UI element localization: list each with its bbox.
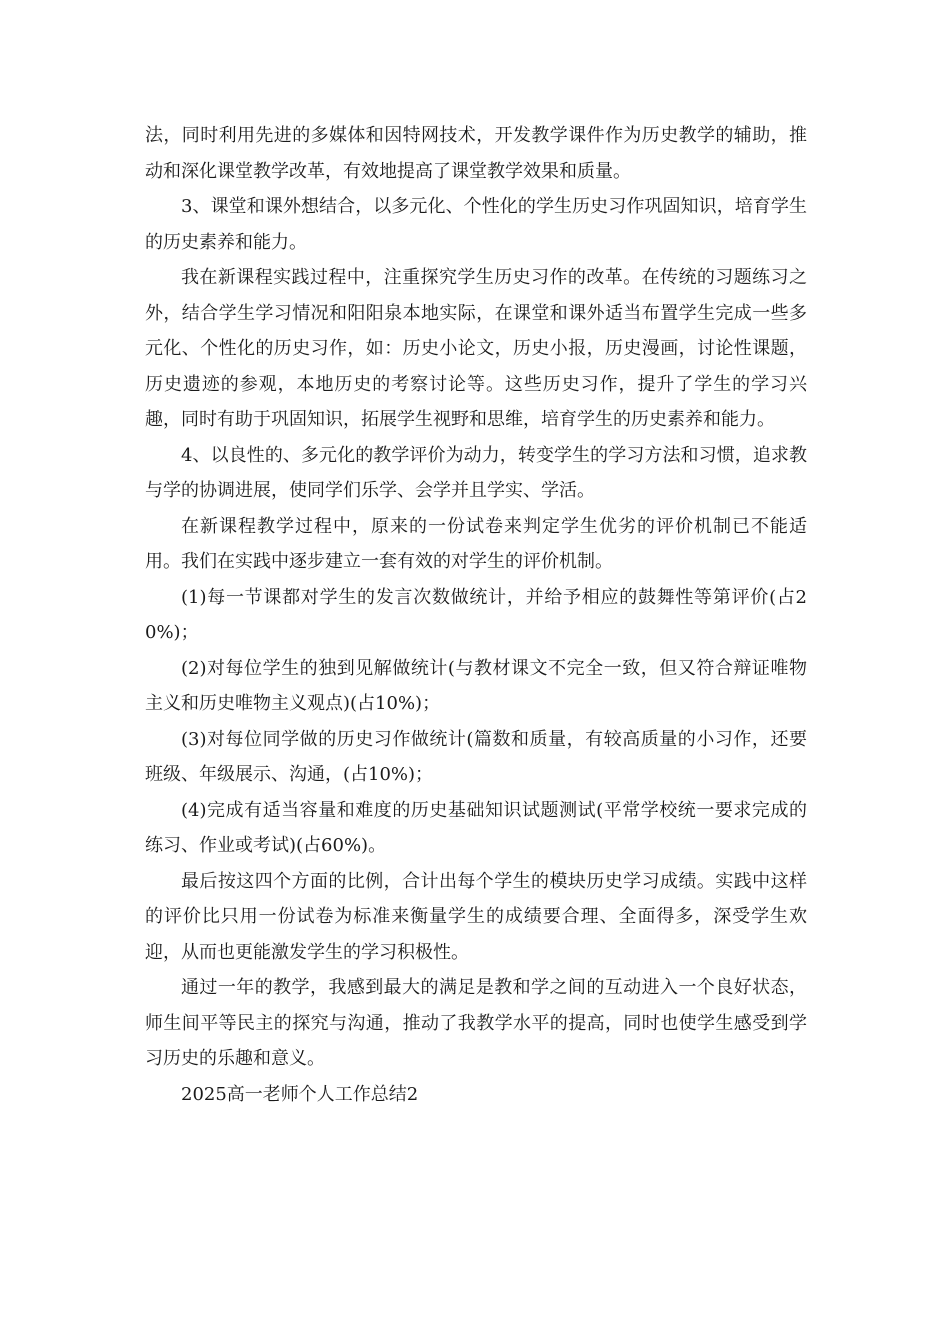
paragraph-conclusion: 通过一年的教学，我感到最大的满足是教和学之间的互动进入一个良好状态，师生间平等民主的探究与沟通，推动了我教学水平的提高，同时也使学生感受到学习历史的乐趣和意义。	[145, 977, 807, 1069]
paragraph-criterion-3: (3)对每位同学做的历史习作做统计(篇数和质量，有较高质量的小习作，还要班级、年级展示、沟通，(占10%)；	[145, 728, 807, 785]
paragraph-point-3: 3、课堂和课外想结合，以多元化、个性化的学生历史习作巩固知识，培育学生的历史素养和能力。	[145, 196, 807, 253]
document-body	[145, 118, 807, 1112]
paragraph-point-4: 4、以良性的、多元化的教学评价为动力，转变学生的学习方法和习惯，追求教与学的协调进展，使同学们乐学、会学并且学实、学活。	[145, 444, 807, 501]
section-heading: 2025高一老师个人工作总结2	[181, 1083, 419, 1105]
paragraph-final-score: 最后按这四个方面的比例，合计出每个学生的模块历史学习成绩。实践中这样的评价比只用一份试卷为标准来衡量学生的成绩要合理、全面得多，深受学生欢迎，从而也更能激发学生的学习积极性。	[145, 870, 807, 963]
paragraph-continuation: 法，同时利用先进的多媒体和因特网技术，开发教学课件作为历史教学的辅助，推动和深化课堂教学改革，有效地提高了课堂教学效果和质量。	[145, 125, 807, 182]
paragraph-criterion-2: (2)对每位学生的独到见解做统计(与教材课文不完全一致，但又符合辩证唯物主义和历史唯物主义观点)(占10%)；	[145, 657, 807, 714]
paragraph-criterion-4: (4)完成有适当容量和难度的历史基础知识试题测试(平常学校统一要求完成的练习、作业或考试)(占60%)。	[145, 799, 807, 856]
paragraph-evaluation-mechanism: 在新课程教学过程中，原来的一份试卷来判定学生优劣的评价机制已不能适用。我们在实践中逐步建立一套有效的对学生的评价机制。	[145, 515, 807, 572]
paragraph-history-assignments: 我在新课程实践过程中，注重探究学生历史习作的改革。在传统的习题练习之外，结合学生学习情况和阳阳泉本地实际，在课堂和课外适当布置学生完成一些多元化、个性化的历史习作，如：历史小论文，历史小报，历史漫画，讨论性课题，历史遗迹的参观，本地历史的考察讨论等。这些历史习作，提升了学生的学习兴趣，同时有助于巩固知识，拓展学生视野和思维，培育学生的历史素养和能力。	[145, 267, 807, 430]
paragraph-criterion-1: (1)每一节课都对学生的发言次数做统计，并给予相应的鼓舞性等第评价(占20%)；	[145, 586, 807, 643]
